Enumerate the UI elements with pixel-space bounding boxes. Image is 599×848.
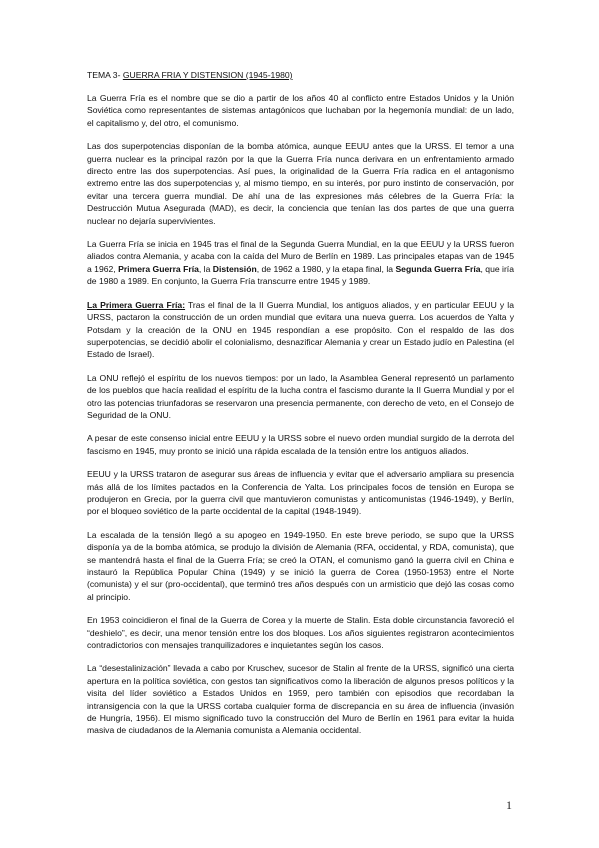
- paragraph-areas-influencia: EEUU y la URSS trataron de asegurar sus áreas de influencia y evitar que el adversario ampliara su presencia más allá de los límites pactados en la Conferencia de Yalta. Los principales focos de tensión en Europa se produjeron en Grecia, por la guerra civil que mantuvieron comunistas y anticomunistas (1946-1949), y Berlín, por el bloqueo soviético de la parte occidental de la capital (1948-1949).: [87, 469, 514, 517]
- paragraph-etapas: [87, 238, 514, 288]
- paragraph-primera-guerra-fria: [87, 299, 514, 361]
- paragraph-consenso: A pesar de este consenso inicial entre EEUU y la URSS sobre el nuevo orden mundial surgido de la derrota del fascismo en 1945, muy pronto se inició una rápida escalada de la tensión entre los antiguos aliados.: [87, 433, 514, 456]
- document-body: [87, 69, 514, 748]
- page-title: [87, 69, 514, 81]
- section-lead-primera-guerra-fria: La Primera Guerra Fría:: [87, 299, 186, 310]
- title-underlined: GUERRA FRIA Y DISTENSION (1945-1980): [122, 70, 293, 80]
- paragraph-desestalinizacion: La “desestalinización” llevada a cabo por Kruschev, sucesor de Stalin al frente de la URSS, significó una cierta apertura en la política soviética, con gestos tan significativos como la liberación de algunos presos políticos y la visita del líder soviético a Estados Unidos en 1959, pero también con episodios que recordaban la intransigencia con la que la URSS cortaba cualquier forma de discrepancia en su área de influencia (invasión de Hungría, 1956). El mismo significado tuvo la construcción del Muro de Berlín en 1961 para evitar la huida masiva de ciudadanos de la Alemania comunista a Alemania occidental.: [87, 663, 514, 736]
- title-prefix: TEMA 3-: [87, 70, 123, 80]
- etapas-text-e: , de 1962 a 1980, y la etapa final, la: [256, 263, 396, 274]
- paragraph-deshielo: En 1953 coincidieron el final de la Guerra de Corea y la muerte de Stalin. Esta doble circunstancia favoreció el “deshielo”, es decir, una menor tensión entre los dos bloques. Los años siguientes registraron acontecimientos contradictorios con mensajes tranquilizadores e inquietantes según los casos.: [87, 615, 514, 651]
- etapa-distension: Distensión: [212, 263, 257, 274]
- paragraph-superpotencias: Las dos superpotencias disponían de la bomba atómica, aunque EEUU antes que la URSS. El temor a una guerra nuclear es la principal razón por la que la Guerra Fría nunca derivara en un enfrentamiento armado directo entre las dos superpotencias. Así pues, la originalidad de la Guerra Fría radica en el antagonismo extremo entre las dos superpotencias y, al mismo tiempo, en su interés, por puro instinto de conservación, por evitar una tercera guerra mundial. De ahí una de las expresiones más célebres de la Guerra Fría: la Destrucción Mutua Asegurada (MAD), es decir, la conciencia que tenían las dos partes de que una guerra nuclear no dejaría supervivientes.: [87, 141, 514, 226]
- etapa-primera-guerra-fria: Primera Guerra Fría: [118, 263, 199, 274]
- paragraph-onu: La ONU reflejó el espíritu de los nuevos tiempos: por un lado, la Asamblea General representó un parlamento de los pueblos que hacía realidad el espíritu de la lucha contra el fascismo durante la II Guerra Mundial y por el otro las potencias triunfadoras se reservaron una presencia permanente, con derecho de veto, en el Consejo de Seguridad de la ONU.: [87, 372, 514, 420]
- primera-guerra-fria-text: Tras el final de la II Guerra Mundial, los antiguos aliados, y en particular EEUU y la URSS, pactaron la construcción de un orden mundial que evitara una nueva guerra. Los acuerdos de Yalta y Potsdam y la creación de la ONU en 1945 respondían a ese propósito. Con el respaldo de las dos superpotencias, se decidió abolir el colonialismo, desnazificar Alemania y crear un Estado judío en Palestina (el Estado de Israel).: [87, 299, 514, 360]
- page-number: 1: [506, 798, 512, 812]
- etapas-text-a: La Guerra Fría se inicia en 1945 tras el final de la Segunda Guerra Mundial, en la que EEUU y la URSS fueron aliados contra Alemania, y acaba con la caída del Muro de Berlín en 1989. Las principales etapas van de 1945 a 1962,: [87, 239, 514, 274]
- paragraph-intro: La Guerra Fría es el nombre que se dio a partir de los años 40 al conflicto entre Estados Unidos y la Unión Soviética como representantes de sistemas antagónicos que luchaban por la hegemonía mundial: de un lado, el capitalismo y, del otro, el comunismo.: [87, 93, 514, 128]
- etapa-segunda-guerra-fria: Segunda Guerra Fría: [395, 263, 481, 274]
- paragraph-escalada: La escalada de la tensión llegó a su apogeo en 1949-1950. En este breve periodo, se supo que la URSS disponía ya de la bomba atómica, se produjo la división de Alemania (RFA, occidental, y RDA, comunista), que se mantendrá hasta el final de la Guerra Fría; se creó la OTAN, el comunismo ganó la guerra civil en China e instauró la República Popular China (1949) y se inició la guerra de Corea (1950-1953) entre el Norte (comunista) y el sur (pro-occidental), que terminó tres años después con un armisticio que dejó las cosas como al principio.: [87, 529, 514, 602]
- etapas-text-c: , la: [198, 263, 213, 274]
- etapas-text-g: , que iría de 1980 a 1989. En conjunto, la Guerra Fría transcurre entre 1945 y 1989.: [87, 263, 514, 287]
